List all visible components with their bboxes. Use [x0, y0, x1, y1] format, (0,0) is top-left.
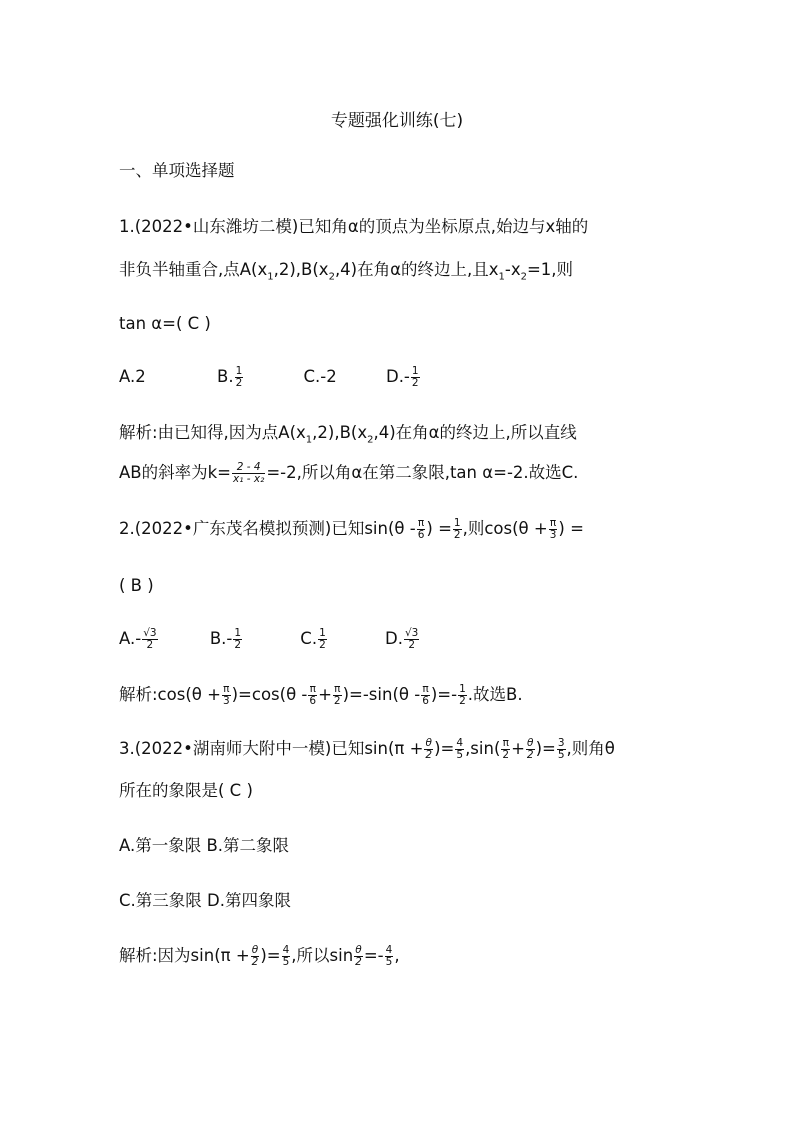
- section-heading: 一、单项选择题: [119, 161, 235, 180]
- q2-option-b: B.- $\frac{1}{2}$: [209, 627, 242, 652]
- q2-option-c: C. $\frac{1}{2}$: [300, 627, 326, 652]
- q1-option-c: C.-2: [303, 367, 337, 387]
- q1-solution-line1: 解析:由已知得,因为点$A(x_1,2),B(x_2,4)$在角α的终边上,所以直线: [119, 423, 577, 446]
- q3-solution: 解析:因为sin(π + $\frac{\theta}{2}$ )= $\frac{4}{5}$ ,所以sin $\frac{\theta}{2}$ =- $\frac{4}{5}$ ,: [119, 944, 400, 969]
- q2-option-d: D. $\frac{√3}{2}$: [385, 627, 419, 652]
- q2-solution: 解析:cos(θ + $\frac{\pi}{3}$ )=cos(θ - $\frac{\pi}{6}$ + $\frac{\pi}{2}$ )=-sin(θ - $\frac{\pi}{6}$ )=- $\frac{1}{2}$ .故选B.: [119, 683, 523, 708]
- q1-option-b: B. $\frac{1}{2}$: [217, 365, 243, 390]
- q3-stem-line1: 3.(2022•湖南师大附中一模)已知sin(π + $\frac{\theta}{2}$ )= $\frac{4}{5}$ ,sin( $\frac{\pi}{2}$ + $\frac{\theta}{2}$ )= $\frac{3}{5}$ ,则角θ: [119, 737, 615, 762]
- q1-option-d: D.- $\frac{1}{2}$: [385, 365, 419, 390]
- q2-options: [119, 628, 420, 651]
- q1-option-a: A.2: [119, 367, 146, 387]
- q1-stem-line3: tan α=( C ): [119, 314, 211, 333]
- q1-options: [119, 366, 421, 389]
- q1-stem-line1: 1.(2022•山东潍坊二模)已知角α的顶点为坐标原点,始边与x轴的: [119, 217, 589, 236]
- q2-stem-line2: ( B ): [119, 576, 154, 595]
- q1-stem-line2: 非负半轴重合,点$A(x_1,2),B(x_2,4)$在角α的终边上,且$x_1-x_2=1$,则: [119, 260, 574, 283]
- q3-options-cd: C.第三象限 D.第四象限: [119, 891, 291, 910]
- q1-solution-line2: AB的斜率为k= $\frac{2 - 4}{\text{x₁ - x₂}}$ =-2,所以角α在第二象限,tan α=-2.故选C.: [119, 461, 579, 486]
- page-title: 专题强化训练(七): [330, 111, 464, 131]
- q3-stem-line2: 所在的象限是( C ): [119, 781, 253, 800]
- q2-stem-line1: 2.(2022•广东茂名模拟预测)已知sin(θ - $\frac{\pi}{6}$ ) = $\frac{1}{2}$ ,则cos(θ + $\frac{\pi}{3}$ ) =: [119, 517, 584, 542]
- q3-options-ab: A.第一象限 B.第二象限: [119, 836, 290, 855]
- q2-option-a: A.- $\frac{√3}{2}$: [119, 627, 157, 652]
